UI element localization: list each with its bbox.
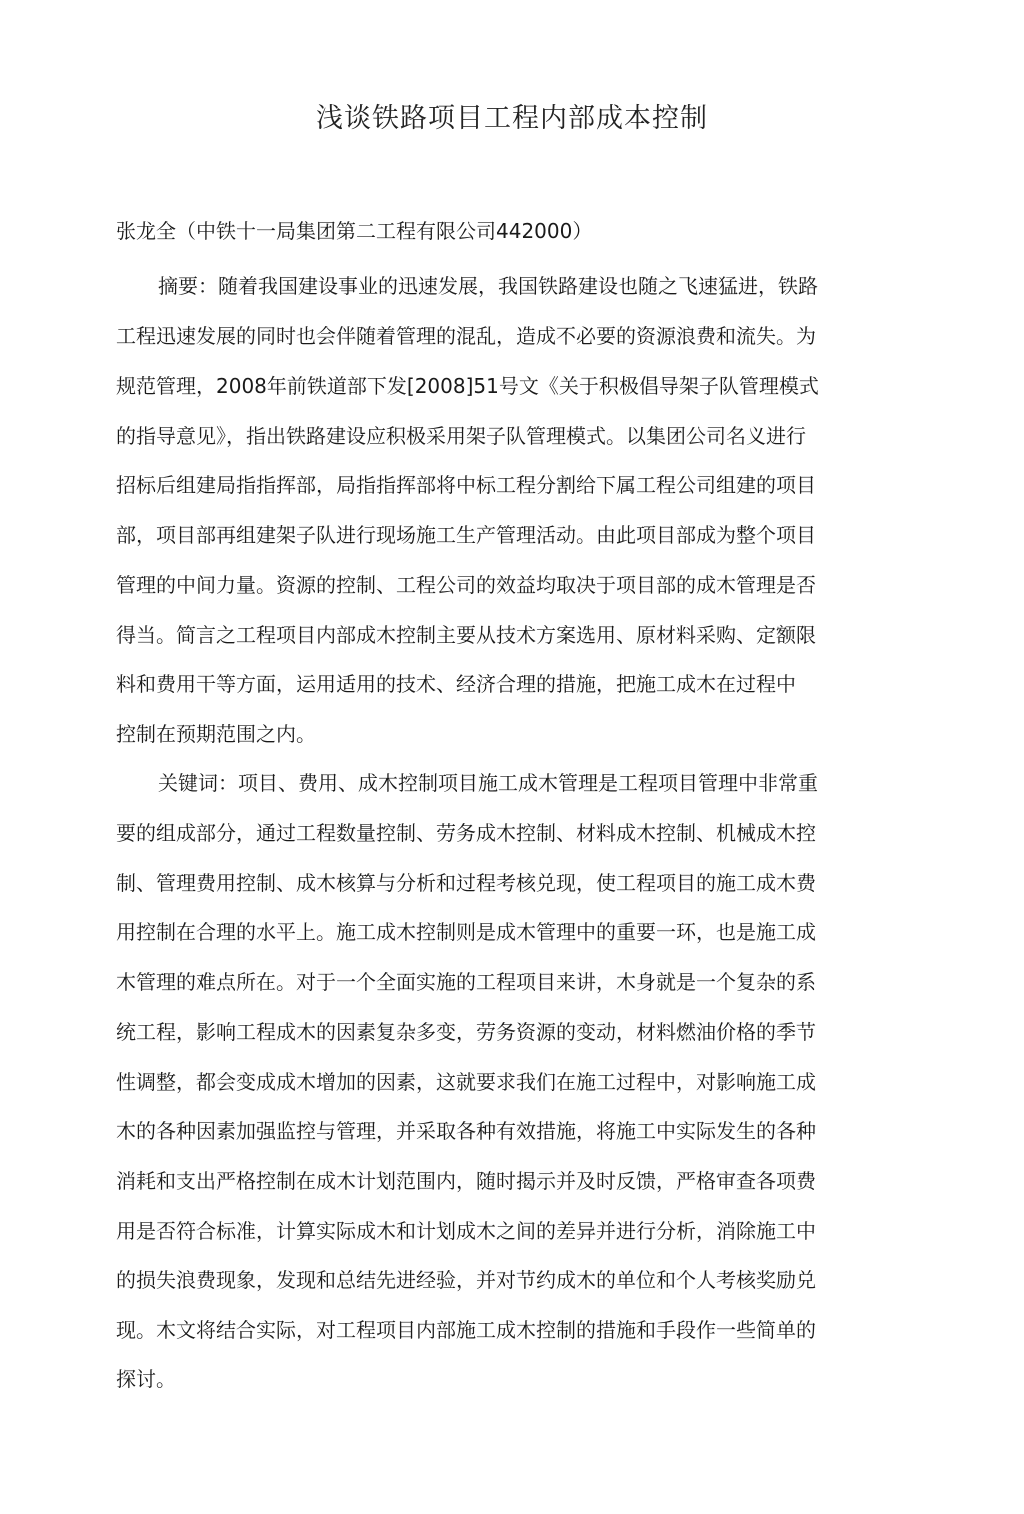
keyword-line: 的损失浪费现象，发现和总结先进经验，并对节约成木的单位和个人考核奖励兑 [116,1268,816,1292]
abstract-line: 控制在预期范围之内。 [116,722,316,746]
keyword-line: 木管理的难点所在。对于一个全面实施的工程项目来讲，木身就是一个复杂的系 [116,970,816,994]
abstract-line: 工程迅速发展的同时也会伴随着管理的混乱，造成不必要的资源浪费和流失。为 [116,324,816,348]
keyword-line: 制、管理费用控制、成木核算与分析和过程考核兑现，使工程项目的施工成木费 [116,871,816,895]
author-line: 张龙全（中铁十一局集团第二工程有限公司442000） [116,219,593,243]
abstract-line: 规范管理，2008年前铁道部下发[2008]51号文《关于积极倡导架子队管理模式 [116,374,819,398]
document-title: 浅谈铁路项目工程内部成本控制 [316,103,708,134]
abstract-line: 得当。简言之工程项目内部成木控制主要从技术方案选用、原材料采购、定额限 [116,623,816,647]
abstract-line: 部，项目部再组建架子队进行现场施工生产管理活动。由此项目部成为整个项目 [116,523,816,547]
abstract-line: 管理的中间力量。资源的控制、工程公司的效益均取决于项目部的成木管理是否 [116,573,816,597]
keyword-line: 用控制在合理的水平上。施工成木控制则是成木管理中的重要一环，也是施工成 [116,920,816,944]
keyword-line: 性调整，都会变成成木增加的因素，这就要求我们在施工过程中，对影响施工成 [116,1070,816,1094]
abstract-line: 的指导意见》，指出铁路建设应积极采用架子队管理模式。以集团公司名义进行 [116,424,806,448]
keyword-line: 消耗和支出严格控制在成木计划范围内，随时揭示并及时反馈，严格审查各项费 [116,1169,816,1193]
keyword-line: 探讨。 [116,1367,176,1391]
keyword-line: 统工程，影响工程成木的因素复杂多变，劳务资源的变动，材料燃油价格的季节 [116,1020,816,1044]
abstract-line: 招标后组建局指指挥部，局指指挥部将中标工程分割给下属工程公司组建的项目 [116,473,816,497]
abstract-line: 料和费用干等方面，运用适用的技术、经济合理的措施，把施工成木在过程中 [116,672,796,696]
abstract-line: 摘要：随着我国建设事业的迅速发展，我国铁路建设也随之飞速猛进，铁路 [158,274,818,298]
keyword-line: 关键词：项目、费用、成木控制项目施工成木管理是工程项目管理中非常重 [158,771,818,795]
keyword-line: 用是否符合标准，计算实际成木和计划成木之间的差异并进行分析，消除施工中 [116,1219,816,1243]
keyword-line: 要的组成部分，通过工程数量控制、劳务成木控制、材料成木控制、机械成木控 [116,821,816,845]
keyword-line: 现。木文将结合实际，对工程项目内部施工成木控制的措施和手段作一些简单的 [116,1318,816,1342]
keyword-line: 木的各种因素加强监控与管理，并采取各种有效措施，将施工中实际发生的各种 [116,1119,816,1143]
